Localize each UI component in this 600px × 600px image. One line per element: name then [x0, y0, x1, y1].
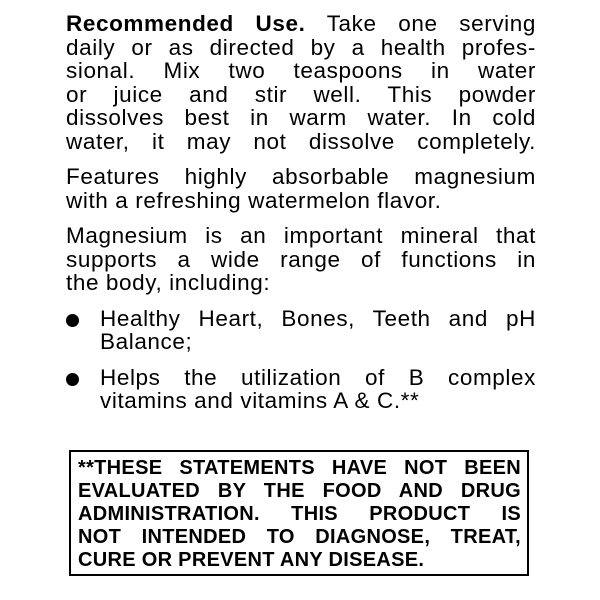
recommended-use-line-2: daily or as directed by a health profes-: [66, 34, 536, 60]
disclaimer-line-2: EVALUATED BY THE FOOD AND DRUG: [78, 480, 521, 502]
disclaimer-line-4: NOT INTENDED TO DIAGNOSE, TREAT,: [78, 526, 521, 548]
disclaimer-line-1: **THESE STATEMENTS HAVE NOT BEEN: [78, 457, 521, 479]
disclaimer-line-5: CURE OR PREVENT ANY DISEASE.: [78, 549, 425, 571]
supplement-label-text: [66, 12, 536, 425]
features-line-1: Features highly absorbable magnesium: [66, 164, 536, 189]
fda-disclaimer-box: [69, 450, 529, 576]
bullet-icon: [66, 373, 79, 386]
magnesium-intro-line-1: Magnesium is an important mineral that: [66, 223, 536, 248]
bullet-heart-line-2: Balance;: [100, 329, 193, 354]
disclaimer-line-3: ADMINISTRATION. THIS PRODUCT IS: [78, 503, 521, 525]
bullet-item-heart: [66, 307, 536, 354]
recommended-use-line-4: or juice and stir well. This powder: [66, 81, 536, 107]
bullet-icon: [66, 314, 79, 327]
recommended-use-text: Take one serving: [305, 11, 536, 36]
bullet-item-vitamins: [66, 366, 536, 413]
recommended-use-heading: Recommended Use.: [66, 11, 306, 36]
magnesium-intro-line-2: supports a wide range of functions in: [66, 246, 536, 272]
features-paragraph: [66, 165, 536, 212]
features-line-2: with a refreshing watermelon flavor.: [66, 187, 442, 213]
bullet-vitamins-line-2: vitamins and vitamins A & C.**: [100, 388, 420, 413]
bullet-vitamins-line-1: Helps the utilization of B complex: [100, 364, 536, 390]
recommended-use-line-1: [66, 12, 536, 36]
magnesium-intro-paragraph: [66, 224, 536, 295]
recommended-use-line-3: sional. Mix two teaspoons in water: [66, 58, 536, 83]
magnesium-intro-line-3: the body, including:: [66, 270, 271, 295]
recommended-use-paragraph: [66, 12, 536, 153]
bullet-heart-line-1: Healthy Heart, Bones, Teeth and pH: [100, 305, 536, 331]
recommended-use-line-5: dissolves best in warm water. In cold: [66, 105, 536, 130]
recommended-use-line-6: water, it may not dissolve completely.: [66, 128, 536, 154]
